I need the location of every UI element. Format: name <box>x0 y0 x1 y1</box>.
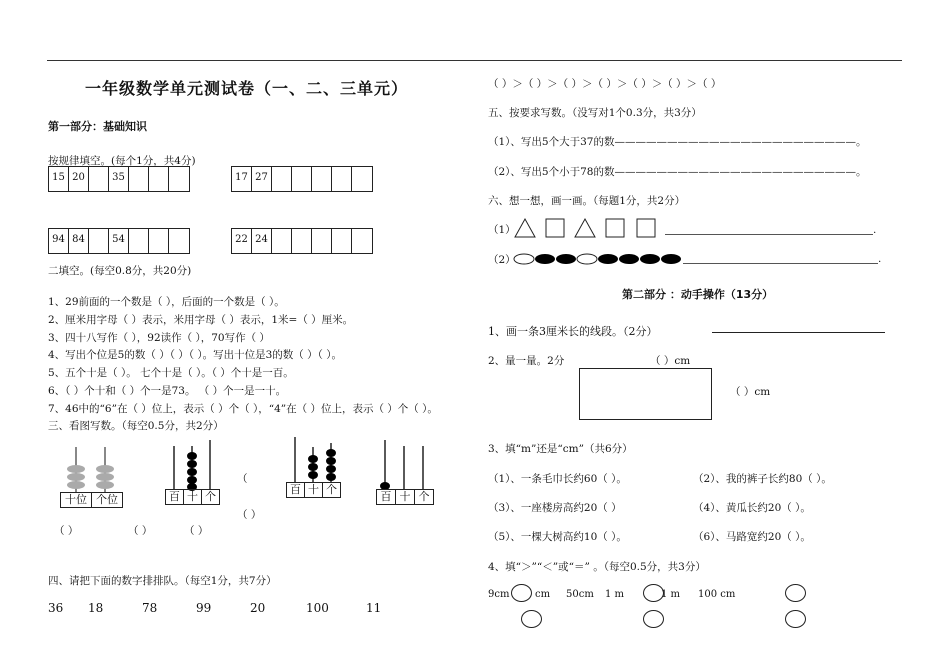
grid-cell[interactable] <box>149 229 169 253</box>
compare-circle[interactable] <box>785 584 806 602</box>
compare-circle[interactable] <box>785 610 806 628</box>
order-row[interactable]: （ ）＞（ ）＞（ ）＞（ ）＞（ ）＞（ ）＞（ ） <box>488 78 722 90</box>
abacus-2 <box>165 440 219 506</box>
sort-number: 99 <box>196 601 212 615</box>
grid-cell[interactable] <box>149 167 169 191</box>
op3-item-3: （3）、一座楼房高约20（ ） <box>488 502 622 514</box>
label-hundreds: 百 <box>166 490 184 504</box>
place-value-box <box>376 489 434 505</box>
compare-circle[interactable] <box>643 610 664 628</box>
op3-item-5: （5）、一棵大树高约10（ ）。 <box>488 531 627 543</box>
sec5-heading: 五、按要求写数。（没写对1个0.3分，共3分） <box>488 107 702 119</box>
sequence-grid-4 <box>231 228 373 254</box>
abacus-2-beads <box>165 440 219 492</box>
abacus-1-beads <box>60 445 122 495</box>
draw-line[interactable] <box>712 332 885 333</box>
sort-number: 78 <box>142 601 158 615</box>
sequence-grid-1 <box>48 166 190 192</box>
grid-cell[interactable]: 35 <box>109 167 129 191</box>
place-value-box <box>60 492 123 508</box>
op4-heading: 4、填“＞”“＜”或“＝” 。（每空0.5分，共3分） <box>488 561 706 573</box>
op2-side-blank[interactable]: （ ）cm <box>730 386 771 398</box>
sec4-heading: 四、请把下面的数字排排队。（每空1分，共7分） <box>48 575 277 587</box>
abacus-answer-3[interactable]: （ ） <box>184 525 209 537</box>
label-ones: 个 <box>326 483 337 496</box>
grid-cell[interactable]: 15 <box>49 167 69 191</box>
label-hundreds: 百 <box>287 483 305 497</box>
abacus-3-beads <box>286 437 340 485</box>
sec6-label-1: （1） <box>488 224 516 236</box>
part1-heading: 第一部分：基础知识 <box>48 120 147 133</box>
measure-rectangle <box>579 368 712 420</box>
abacus-4-beads <box>376 440 432 492</box>
sec1-heading: 按规律填空。(每个1分，共4分) <box>48 155 196 167</box>
fill-item-4: 4、写出个位是5的数（ ）（ ）（ ）。写出十位是3的数（ ）（ ）。 <box>48 349 342 361</box>
abacus-4 <box>376 440 432 506</box>
fill-item-2: 2、厘米用字母（ ）表示，米用字母（ ）表示，1米=（ ）厘米。 <box>48 314 354 326</box>
fill-item-5: 5、五个十是（ ）。 七个十是（ ）。（ ）个十是一百。 <box>48 367 294 379</box>
grid-cell[interactable]: 27 <box>252 167 272 191</box>
shape-pattern-1 <box>513 217 663 239</box>
fill-item-3: 3、四十八写作（ ），92读作（ ），70写作（ ） <box>48 332 270 344</box>
grid-cell[interactable]: 22 <box>232 229 252 253</box>
grid-cell[interactable] <box>352 229 372 253</box>
compare-term: 9cm <box>488 589 510 600</box>
sec5-item-1: （1）、写出5个大于37的数———————————————————————。 <box>488 136 867 148</box>
grid-cell[interactable] <box>332 167 352 191</box>
grid-cell[interactable] <box>312 229 332 253</box>
compare-term: 1 m <box>605 589 625 600</box>
sec2-heading: 二填空。(每空0.8分，共20分) <box>48 265 192 277</box>
grid-cell[interactable] <box>129 229 149 253</box>
abacus-answer-5[interactable]: （ ） <box>237 509 262 521</box>
part2-heading: 第二部分 ：动手操作（13分） <box>622 288 774 301</box>
op1: 1、画一条3厘米长的线段。（2分） <box>488 325 658 338</box>
grid-cell[interactable] <box>272 229 292 253</box>
sec5-item-2: （2）、写出5个小于78的数———————————————————————。 <box>488 166 867 178</box>
compare-term: 100 cm <box>698 589 736 600</box>
grid-cell[interactable]: 20 <box>69 167 89 191</box>
answer-line-2[interactable] <box>683 263 878 264</box>
abacus-answer-1[interactable]: （ ） <box>54 525 79 537</box>
place-value-box <box>286 482 341 498</box>
label-hundreds: 百 <box>377 490 396 504</box>
label-tens: 十 <box>184 490 202 504</box>
sort-number: 100 <box>306 601 329 615</box>
fill-item-1: 1、29前面的一个数是（ ），后面的一个数是（ ）。 <box>48 296 285 308</box>
abacus-1 <box>60 445 122 509</box>
label-ones: 个 <box>418 490 430 503</box>
grid-cell[interactable] <box>312 167 332 191</box>
place-value-box <box>165 489 220 505</box>
abacus-3 <box>286 437 340 499</box>
fill-item-6: 6、（ ）个十和（ ）个一是73。 （ ）个一是一十。 <box>48 385 287 397</box>
grid-cell[interactable] <box>292 229 312 253</box>
top-rule <box>47 60 902 61</box>
op3-heading: 3、填“m”还是“cm”（共6分） <box>488 443 633 455</box>
grid-cell[interactable]: 24 <box>252 229 272 253</box>
label-tens: 十位 <box>61 493 92 507</box>
grid-cell[interactable] <box>89 229 109 253</box>
sec3-heading: 三、看图写数。（每空0.5分，共2分） <box>48 420 224 432</box>
op3-item-1: （1）、一条毛巾长约60（ ）。 <box>488 473 627 485</box>
page-title: 一年级数学单元测试卷（一、二、三单元） <box>85 79 409 98</box>
sort-number: 20 <box>250 601 266 615</box>
sequence-grid-2 <box>231 166 373 192</box>
grid-cell[interactable] <box>292 167 312 191</box>
label-tens: 十 <box>305 483 323 497</box>
op3-item-6: （6）、马路宽约20（ ）。 <box>693 531 811 543</box>
op3-item-4: （4）、黄瓜长约20（ ）。 <box>693 502 811 514</box>
answer-line-1[interactable] <box>665 234 873 235</box>
sequence-grid-3 <box>48 228 190 254</box>
op2: 2、量一量。2分 <box>488 355 565 367</box>
abacus-answer-2[interactable]: （ ） <box>128 525 153 537</box>
sort-number: 36 <box>48 601 64 615</box>
grid-cell[interactable] <box>332 229 352 253</box>
compare-term: 50cm <box>566 589 594 600</box>
period-2: . <box>878 253 882 265</box>
grid-cell[interactable]: 54 <box>109 229 129 253</box>
grid-cell[interactable] <box>129 167 149 191</box>
shape-pattern-2 <box>513 251 683 267</box>
sec6-label-2: （2） <box>488 254 516 266</box>
abacus-answer-4[interactable]: （ <box>237 473 248 485</box>
compare-term: 1 m <box>661 589 681 600</box>
grid-cell[interactable] <box>169 229 189 253</box>
compare-term: cm <box>535 589 551 600</box>
period-1: . <box>873 224 877 236</box>
grid-cell[interactable]: 94 <box>49 229 69 253</box>
sec6-heading: 六、想一想，画一画。（每题1分，共2分） <box>488 195 686 207</box>
sort-number: 11 <box>366 601 382 615</box>
compare-circle[interactable] <box>511 584 532 602</box>
grid-cell[interactable]: 17 <box>232 167 252 191</box>
label-ones: 个 <box>205 490 216 503</box>
grid-cell[interactable] <box>169 167 189 191</box>
grid-cell[interactable]: 84 <box>69 229 89 253</box>
label-tens: 十 <box>396 490 415 504</box>
grid-cell[interactable] <box>89 167 109 191</box>
grid-cell[interactable] <box>272 167 292 191</box>
grid-cell[interactable] <box>352 167 372 191</box>
fill-item-7: 7、46中的“6”在（ ）位上，表示（ ）个（ ），“4”在（ ）位上，表示（ ）个（ ）。 <box>48 403 438 415</box>
op3-item-2: （2）、我的裤子长约80（ ）。 <box>693 473 832 485</box>
op2-top-blank[interactable]: （ ）cm <box>650 355 691 367</box>
sort-number: 18 <box>88 601 104 615</box>
compare-circle[interactable] <box>521 610 542 628</box>
label-ones: 个位 <box>96 493 118 506</box>
